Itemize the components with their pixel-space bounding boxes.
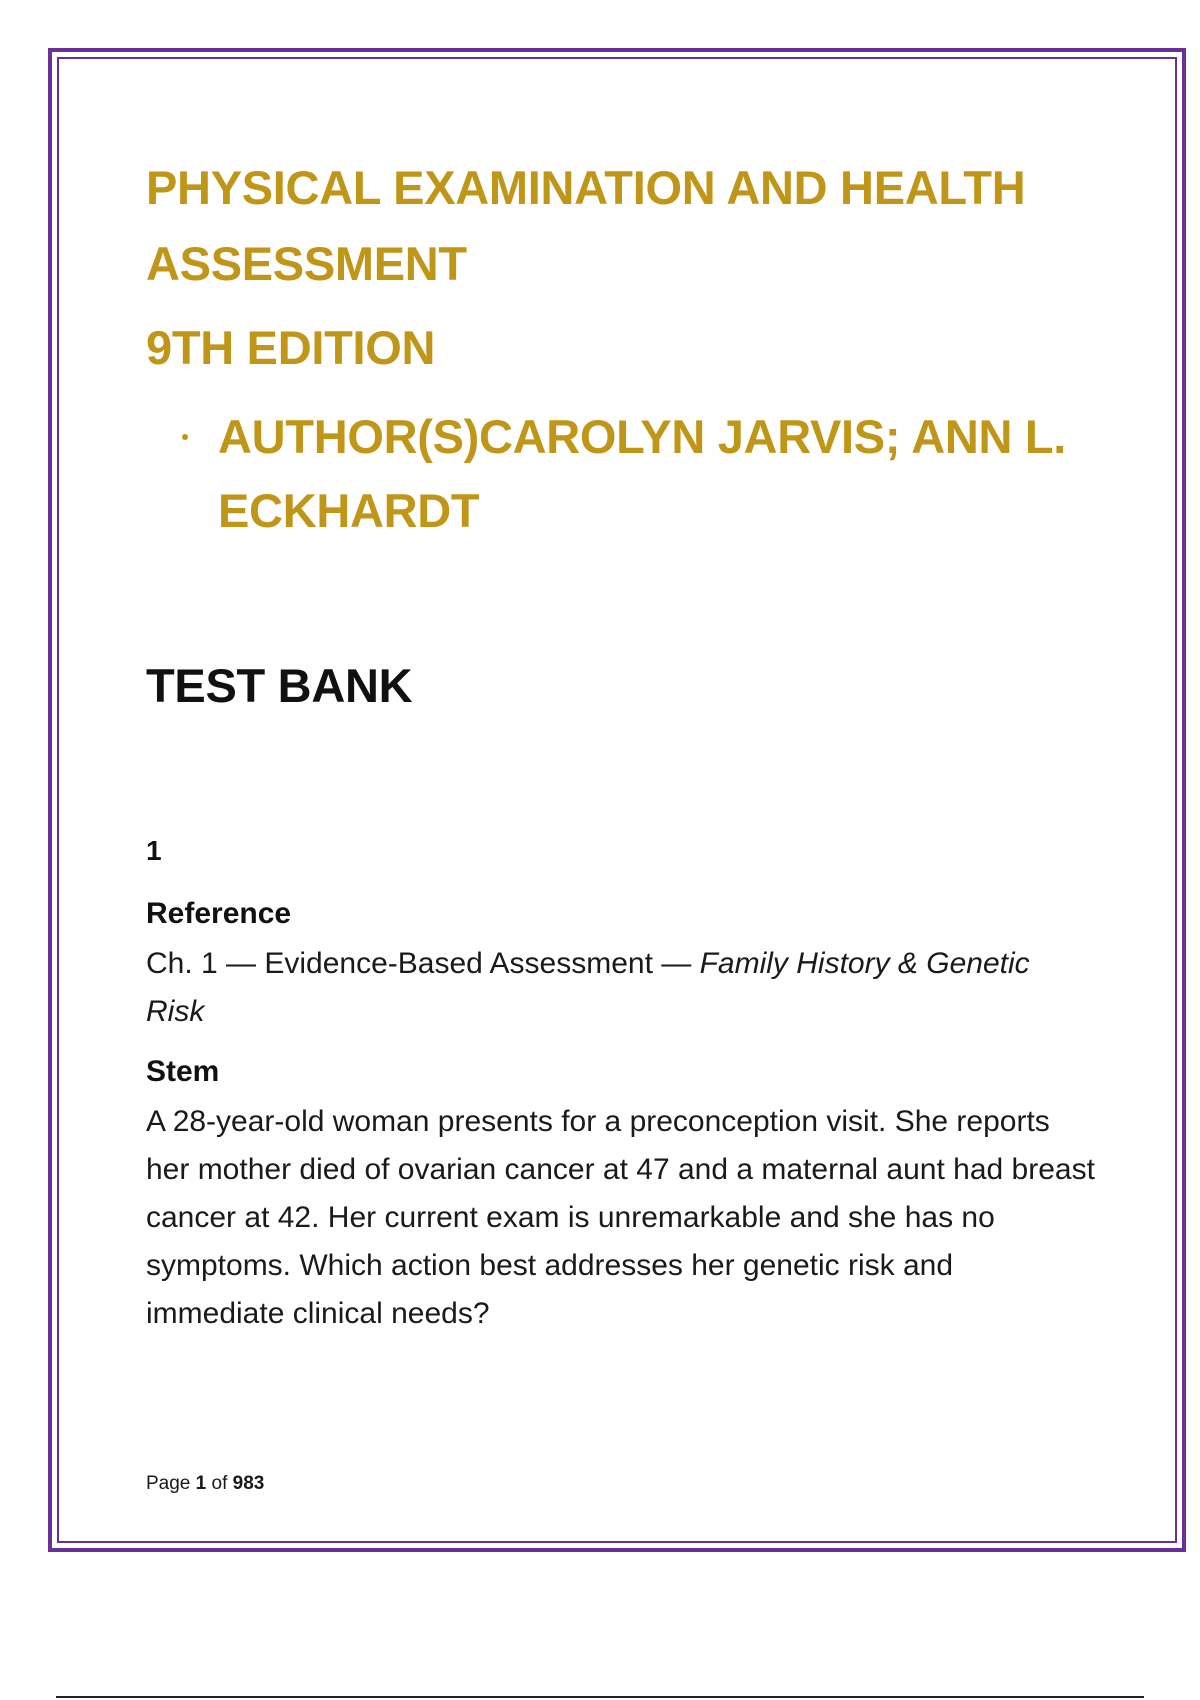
page-content [146, 150, 1096, 1338]
bullet-icon [182, 434, 188, 440]
authors-item [146, 400, 1096, 548]
page-number: 1 [195, 1473, 207, 1494]
reference-topic: Family History & Genetic Risk [146, 947, 1030, 1028]
reference-text [146, 940, 1096, 1036]
reference-heading: Reference [146, 897, 292, 930]
reference-chapter: Ch. 1 — Evidence-Based Assessment — [146, 947, 692, 980]
of-label: of [211, 1473, 228, 1494]
edition-label: 9TH EDITION [146, 321, 436, 374]
authors-text: AUTHOR(S)CAROLYN JARVIS; ANN L. ECKHARDT [218, 410, 1067, 537]
test-bank-heading: TEST BANK [146, 659, 413, 712]
page-footer [146, 1472, 264, 1496]
stem-text: A 28-year-old woman presents for a preconception visit. She reports her mother died of ovarian cancer at 47 and a maternal aunt had breast cancer at 42. Her current exam is unremarkable and she has no symptoms. Which action best addresses her genetic risk and immediate clinical needs? [146, 1105, 1095, 1330]
bottom-divider [56, 1696, 1144, 1698]
page-total: 983 [232, 1473, 265, 1494]
question-number: 1 [146, 835, 162, 866]
document-title: PHYSICAL EXAMINATION AND HEALTH ASSESSMENT [146, 161, 1026, 290]
page-label: Page [146, 1473, 191, 1494]
authors-list [146, 400, 1096, 548]
stem-heading: Stem [146, 1055, 220, 1088]
